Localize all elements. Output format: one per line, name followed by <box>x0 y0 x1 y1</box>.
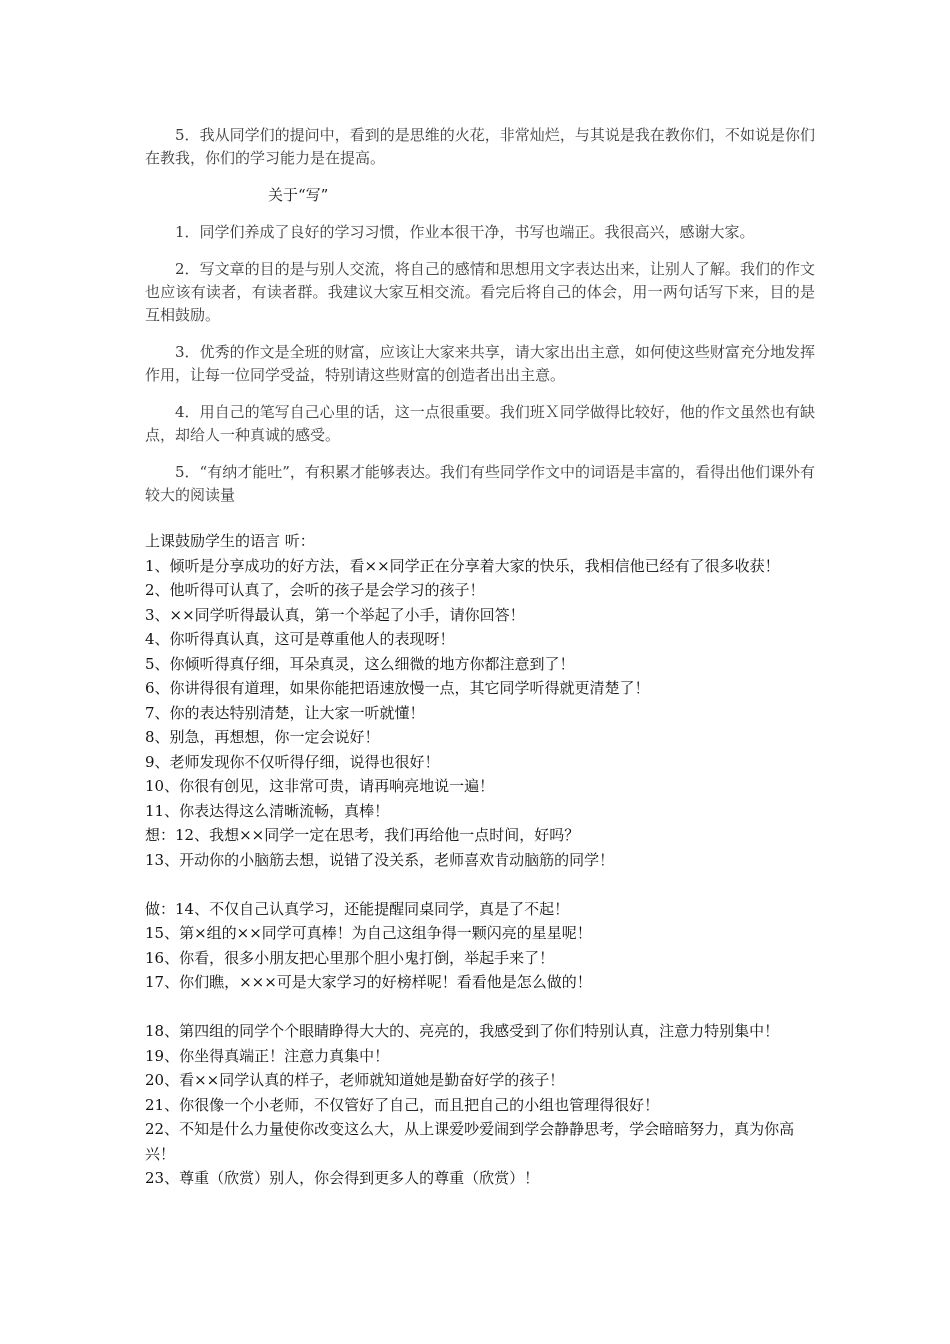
list-item: 13、开动你的小脑筋去想，说错了没关系，老师喜欢肯动脑筋的同学！ <box>145 850 615 869</box>
focus-list <box>145 1019 815 1191</box>
section-heading-write: 关于“写” <box>268 186 329 204</box>
list-item: 16、你看，很多小朋友把心里那个胆小鬼打倒，举起手来了！ <box>145 948 555 967</box>
do-list <box>145 897 815 995</box>
listen-list <box>145 554 815 824</box>
praise-section-title: 上课鼓励学生的语言 听： <box>145 532 315 550</box>
list-item: 20、看××同学认真的样子，老师就知道她是勤奋好学的孩子！ <box>145 1071 565 1089</box>
list-item: 17、你们瞧，×××可是大家学习的好榜样呢！看看他是怎么做的！ <box>145 973 592 991</box>
list-item: 9、老师发现你不仅听得仔细，说得也很好！ <box>145 752 440 771</box>
list-item: 11、你表达得这么清晰流畅，真棒！ <box>145 801 390 820</box>
list-item: 21、你很像一个小老师，不仅管好了自己，而且把自己的小组也管理得很好！ <box>145 1095 660 1114</box>
list-item: 4、你听得真认真，这可是尊重他人的表现呀！ <box>145 630 455 648</box>
list-item: 3、××同学听得最认真，第一个举起了小手，请你回答！ <box>145 605 525 624</box>
list-item: 做：14、不仅自己认真学习，还能提醒同桌同学，真是了不起！ <box>145 899 570 918</box>
write-paragraph-1: 1．同学们养成了良好的学习习惯，作业本很干净，书写也端正。我很高兴，感谢大家。 <box>175 223 755 241</box>
list-item: 8、别急，再想想，你一定会说好！ <box>145 728 380 746</box>
list-item: 22、不知是什么力量使你改变这么大，从上课爱吵爱闹到学会静静思考，学会暗暗努力，真为你高兴！ <box>145 1120 795 1163</box>
write-paragraph-4: 4．用自己的笔写自己心里的话，这一点很重要。我们班Ｘ同学做得比较好，他的作文虽然也有缺点，却给人一种真诚的感受。 <box>145 403 815 444</box>
list-item: 23、尊重（欣赏）别人，你会得到更多人的尊重（欣赏）！ <box>145 1169 540 1187</box>
list-item: 5、你倾听得真仔细，耳朵真灵，这么细微的地方你都注意到了！ <box>145 654 575 673</box>
write-paragraph-2: 2．写文章的目的是与别人交流，将自己的感情和思想用文字表达出来，让别人了解。我们的作文也应该有读者，有读者群。我建议大家互相交流。看完后将自己的体会，用一两句话写下来，目的是互相鼓励。 <box>145 260 815 324</box>
list-item: 想：12、我想××同学一定在思考，我们再给他一点时间，好吗？ <box>145 826 580 844</box>
list-item: 2、他听得可认真了，会听的孩子是会学习的孩子！ <box>145 581 485 599</box>
list-item: 6、你讲得很有道理，如果你能把语速放慢一点，其它同学听得就更清楚了！ <box>145 679 650 697</box>
list-item: 18、第四组的同学个个眼睛睁得大大的、亮亮的，我感受到了你们特别认真，注意力特别集中！ <box>145 1022 780 1040</box>
write-paragraph-3: 3．优秀的作文是全班的财富，应该让大家来共享，请大家出出主意，如何使这些财富充分地发挥作用，让每一位同学受益，特别请这些财富的创造者出出主意。 <box>145 343 815 384</box>
document-page <box>145 124 815 1191</box>
blank-line <box>145 995 815 1020</box>
list-item: 19、你坐得真端正！注意力真集中！ <box>145 1046 390 1065</box>
list-item: 7、你的表达特别清楚，让大家一听就懂！ <box>145 703 425 722</box>
blank-line <box>145 872 815 897</box>
list-item: 15、第×组的××同学可真棒！为自己这组争得一颗闪亮的星星呢！ <box>145 924 592 942</box>
intro-paragraph: 5．我从同学们的提问中，看到的是思维的火花，非常灿烂，与其说是我在教你们，不如说是你们在教我，你们的学习能力是在提高。 <box>145 126 815 167</box>
think-list <box>145 823 815 872</box>
list-item: 1、倾听是分享成功的好方法，看××同学正在分享着大家的快乐，我相信他已经有了很多收获！ <box>145 556 780 575</box>
write-paragraph-5: 5．“有纳才能吐”，有积累才能够表达。我们有些同学作文中的词语是丰富的，看得出他们课外有较大的阅读量 <box>145 463 815 504</box>
list-item: 10、你很有创见，这非常可贵，请再响亮地说一遍！ <box>145 777 495 795</box>
